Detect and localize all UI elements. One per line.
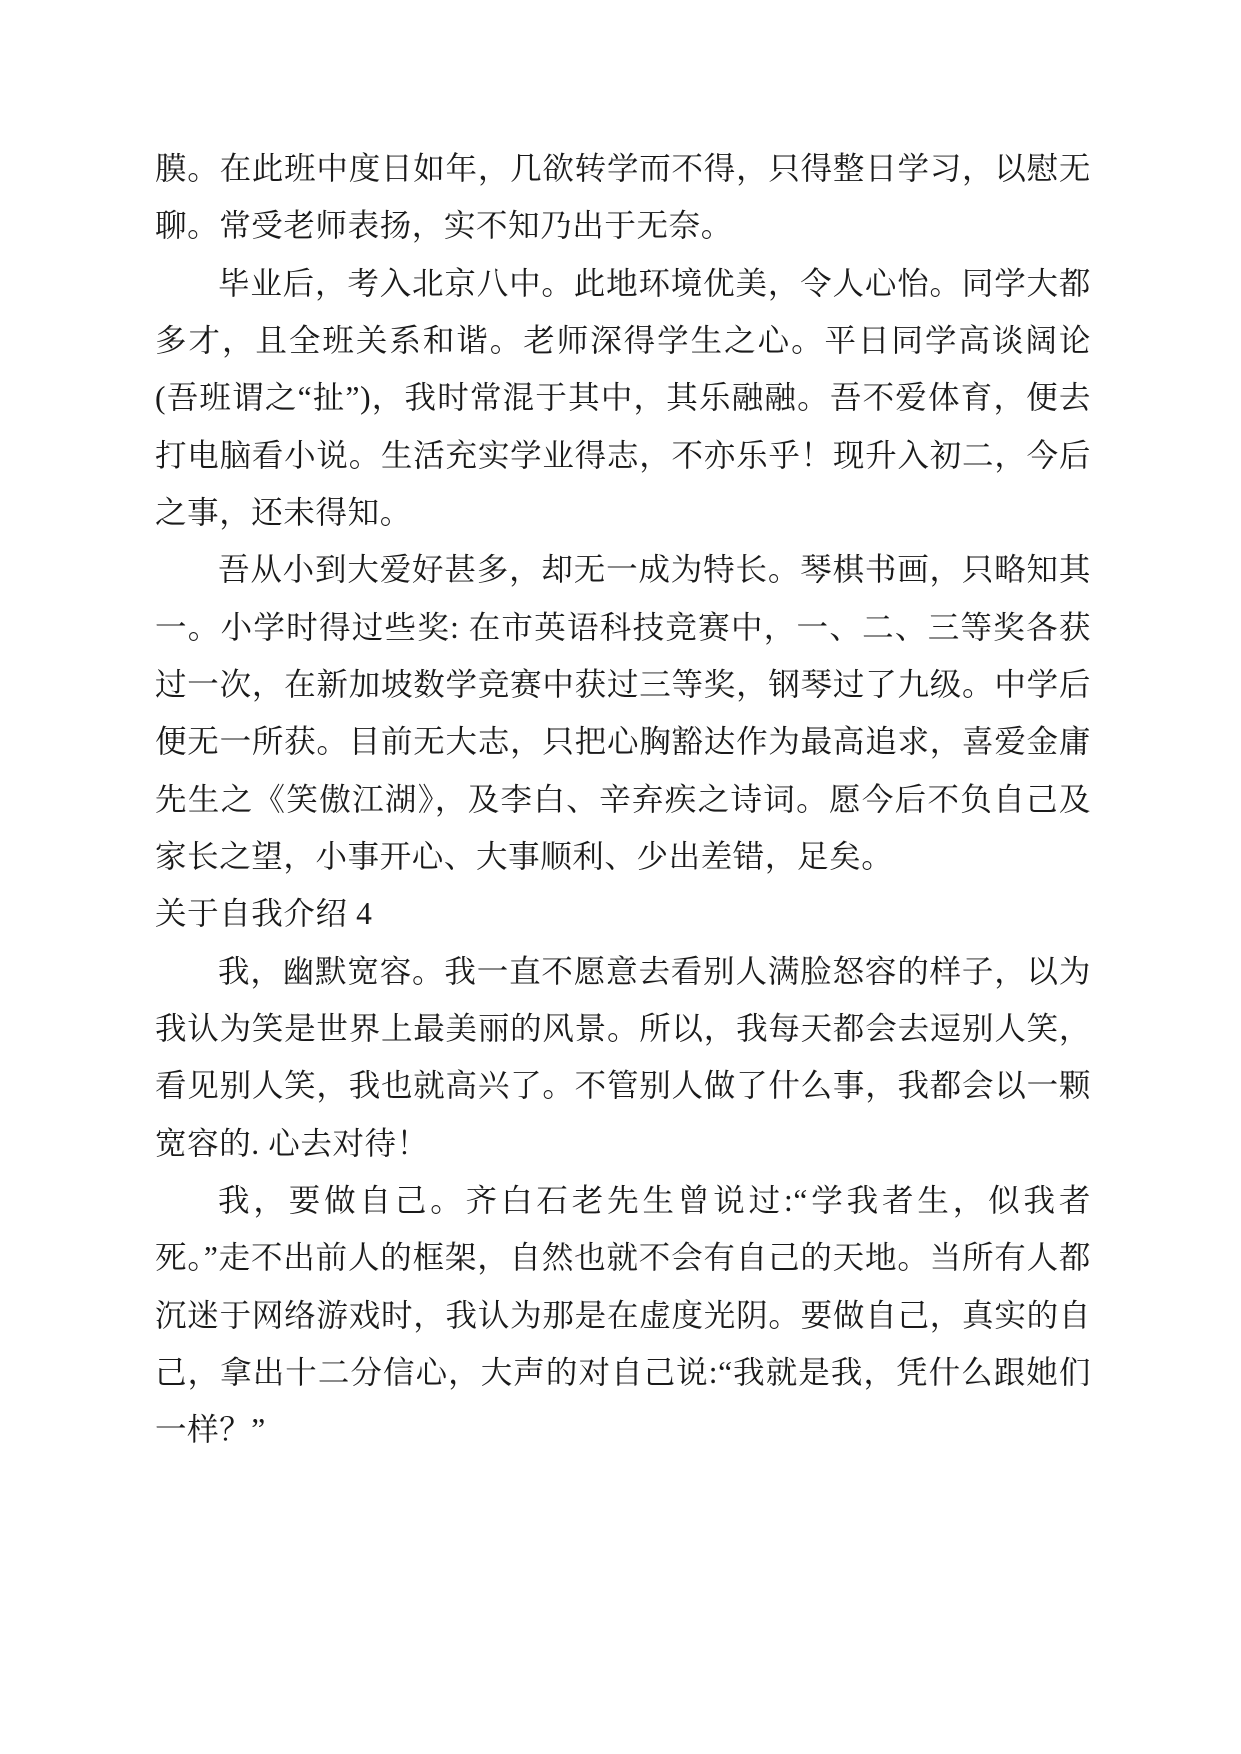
paragraph-2: 毕业后，考入北京八中。此地环境优美，令人心怡。同学大都多才，且全班关系和谐。老师深得学生之心。平日同学高谈阔论(吾班谓之“扯”)，我时常混于其中，其乐融融。吾不爱体育，便去打电脑看小说。生活充实学业得志，不亦乐乎！现升入初二，今后之事，还未得知。 (155, 265, 1091, 530)
paragraph-5: 我，要做自己。齐白石老先生曾说过:“学我者生，似我者死。”走不出前人的框架，自然也就不会有自己的天地。当所有人都沉迷于网络游戏时，我认为那是在虚度光阴。要做自己，真实的自己，拿出十二分信心，大声的对自己说:“我就是我，凭什么跟她们一样？” (155, 1182, 1091, 1448)
document-body (155, 140, 1091, 1459)
section-heading: 关于自我介绍 4 (155, 896, 373, 932)
paragraph-3: 吾从小到大爱好甚多，却无一成为特长。琴棋书画，只略知其一。小学时得过些奖: 在市英语科技竞赛中，一、二、三等奖各获过一次，在新加坡数学竞赛中获过三等奖，钢琴过了九级。中学后便无一所获。目前无大志，只把心胸豁达作为最高追求，喜爱金庸先生之《笑傲江湖》，及李白、辛弃疾之诗词。愿今后不负自己及家长之望，小事开心、大事顺利、少出差错，足矣。 (155, 552, 1091, 874)
paragraph-1: 膜。在此班中度日如年，几欲转学而不得，只得整日学习，以慰无聊。常受老师表扬，实不知乃出于无奈。 (155, 151, 1091, 244)
paragraph-4: 我，幽默宽容。我一直不愿意去看别人满脸怒容的样子，以为我认为笑是世界上最美丽的风景。所以，我每天都会去逗别人笑，看见别人笑，我也就高兴了。不管别人做了什么事，我都会以一颗宽容的. 心去对待！ (155, 953, 1091, 1161)
